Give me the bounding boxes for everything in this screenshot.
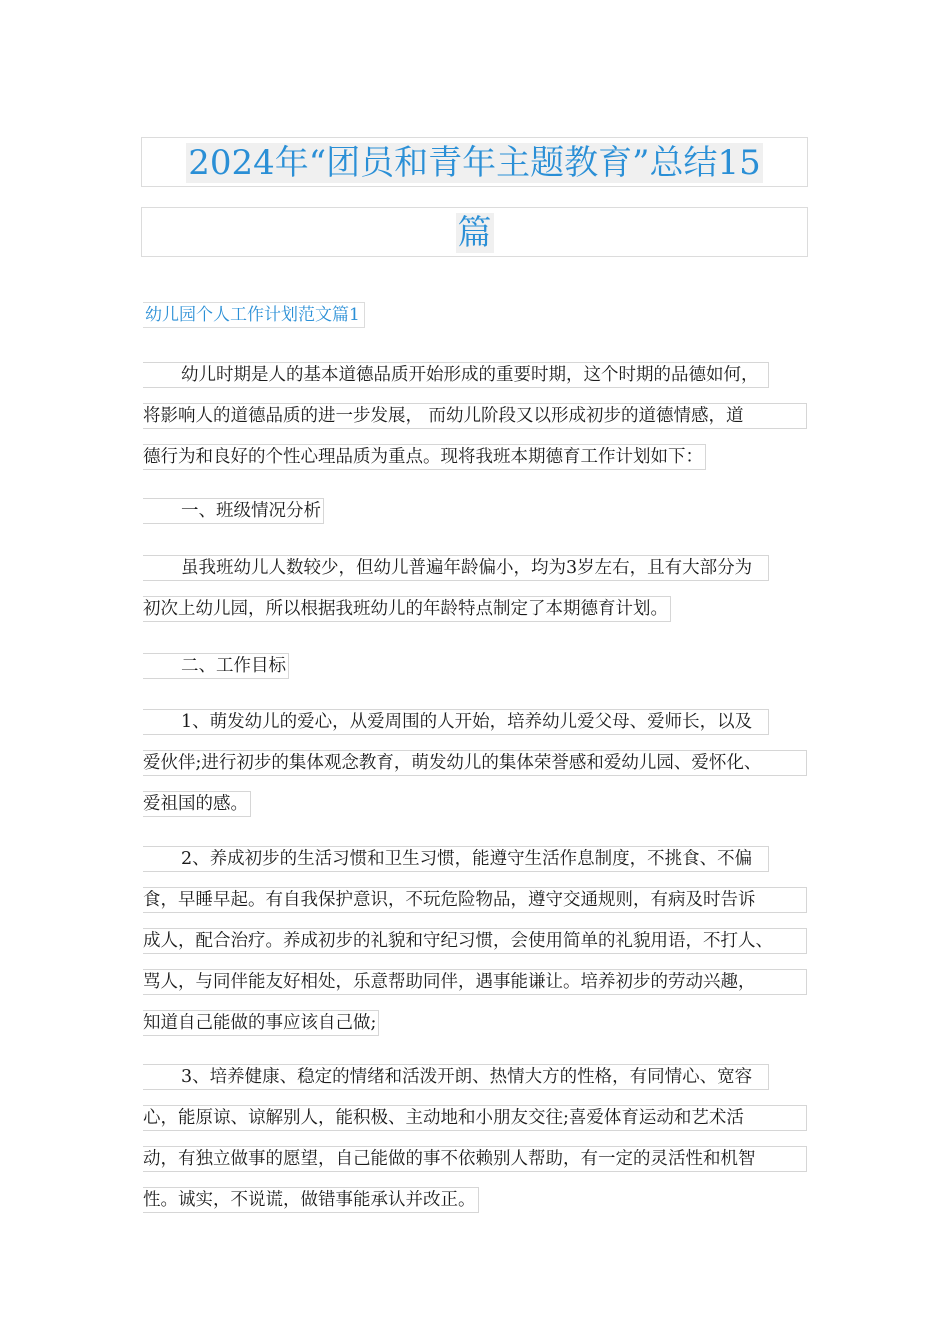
paragraph-line: 初次上幼儿园，所以根据我班幼儿的年龄特点制定了本期德育计划。: [143, 589, 807, 630]
paragraph-line: 动，有独立做事的愿望，自己能做的事不依赖别人帮助，有一定的灵活性和机智: [143, 1139, 807, 1180]
paragraph-line: 爱伙伴;进行初步的集体观念教育，萌发幼儿的集体荣誉感和爱幼儿园、爱怀化、: [143, 743, 807, 784]
section1-paragraph: [143, 548, 807, 630]
intro-paragraph: [143, 355, 807, 478]
title-text-1: 2024年“团员和青年主题教育”总结15: [188, 143, 761, 183]
heading-line: 一、班级情况分析: [143, 491, 807, 532]
document-title-line-2: [141, 207, 808, 257]
paragraph-line: 心，能原谅、谅解别人，能积极、主动地和小朋友交往;喜爱体育运动和艺术活: [143, 1098, 807, 1139]
paragraph-line: 德行为和良好的个性心理品质为重点。现将我班本期德育工作计划如下：: [143, 437, 807, 478]
paragraph-line: 骂人，与同伴能友好相处，乐意帮助同伴，遇事能谦让。培养初步的劳动兴趣，: [143, 962, 807, 1003]
paragraph-line: 3、培养健康、稳定的情绪和活泼开朗、热情大方的性格，有同情心、宽容: [143, 1057, 807, 1098]
paragraph-line: 将影响人的道德品质的进一步发展， 而幼儿阶段又以形成初步的道德情感，道: [143, 396, 807, 437]
paragraph-line: 1、萌发幼儿的爱心，从爱周围的人开始，培养幼儿爱父母、爱师长，以及: [143, 702, 807, 743]
heading-line: 二、工作目标: [143, 646, 807, 687]
section-heading-1: [143, 491, 807, 532]
paragraph-line: 幼儿时期是人的基本道德品质开始形成的重要时期，这个时期的品德如何，: [143, 355, 807, 396]
goal-1-paragraph: [143, 702, 807, 825]
goal-2-paragraph: [143, 839, 807, 1044]
goal-3-paragraph: [143, 1057, 807, 1221]
subtitle-link[interactable]: 幼儿园个人工作计划范文篇1: [143, 302, 365, 328]
paragraph-line: 爱祖国的感。: [143, 784, 807, 825]
paragraph-line: 虽我班幼儿人数较少，但幼儿普遍年龄偏小，均为3岁左右，且有大部分为: [143, 548, 807, 589]
paragraph-line: 成人，配合治疗。养成初步的礼貌和守纪习惯，会使用简单的礼貌用语，不打人、: [143, 921, 807, 962]
document-title-line-1: [141, 137, 808, 187]
paragraph-line: 知道自己能做的事应该自己做;: [143, 1003, 807, 1044]
paragraph-line: 食，早睡早起。有自我保护意识，不玩危险物品，遵守交通规则，有病及时告诉: [143, 880, 807, 921]
paragraph-line: 2、养成初步的生活习惯和卫生习惯，能遵守生活作息制度，不挑食、不偏: [143, 839, 807, 880]
section-heading-2: [143, 646, 807, 687]
paragraph-line: 性。诚实，不说谎，做错事能承认并改正。: [143, 1180, 807, 1221]
title-text-2: 篇: [457, 213, 492, 253]
